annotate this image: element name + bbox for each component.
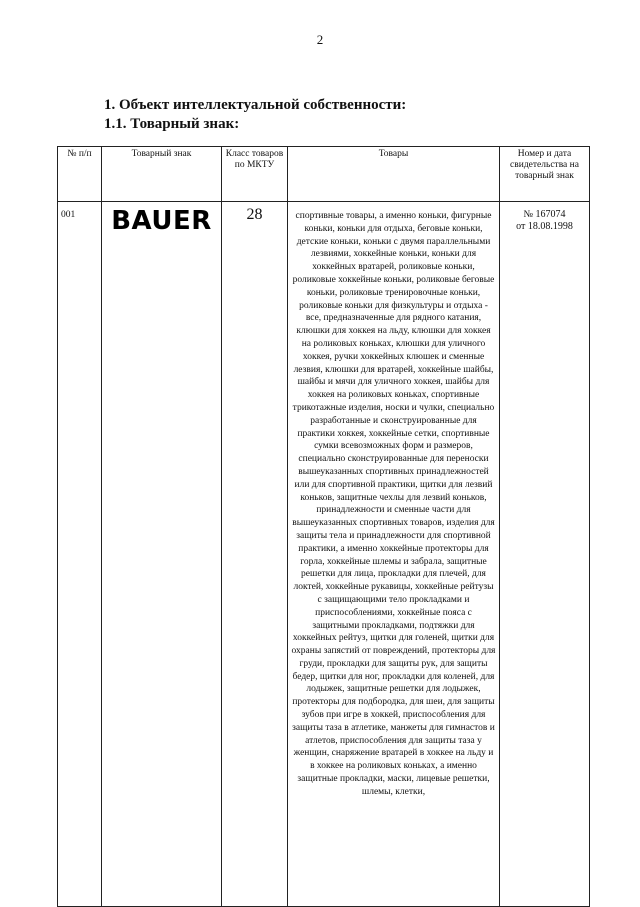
- section-subheading: 1.1. Товарный знак:: [104, 116, 240, 132]
- trademark-table: [57, 146, 590, 907]
- goods-cell: спортивные товары, а именно коньки, фигурные коньки, коньки для отдыха, беговые коньки, детские коньки, коньки с двумя параллельными лезвиями, хоккейные коньки, коньки для хоккейных вратарей, роликовые коньки, роликовые хоккейные коньки, роликовые беговые коньки, роликовые тренировочные коньки, роликовые коньки для физкультуры и отдыха - все, предназначенные для рядного катания, клюшки для хоккея на льду, клюшки для хоккея на роликовых коньках, клюшки для уличного хоккея, ручки хоккейных клюшек и сменные лезвия, клюшки для вратарей, хоккейные шайбы, шайбы и мячи для уличного хоккея, шайбы для хоккея на роликовых коньках, спортивные трикотажные изделия, носки и чулки, специально разработанные и сконструированные для практики хоккея, хоккейные сетки, спортивные сумки всевозможных форм и размеров, специально сконструированные для переноски вышеуказанных спортивных принадлежностей или для спортивной практики, щитки для лезвий коньков, защитные чехлы для лезвий коньков, принадлежности и сменные части для вышеуказанных спортивных товаров, изделия для защиты тела и принадлежности для спортивной практики, а именно хоккейные протекторы для горла, хоккейные шлемы и забрала, защитные решетки для лица, прокладки для плечей, для локтей, хоккейные рукавицы, хоккейные рейтузы с защищающими тело прокладками и приспособлениями, хоккейные пояса с защитными прокладками, подтяжки для хоккейных рейтуз, щитки для голеней, щитки для охраны запястий от повреждений, протекторы для груди, прокладки для защиты рук, для защиты бедер, щитки для ног, прокладки для коленей, для лодыжек, защитные решетки для лодыжек, протекторы для подбородка, для шеи, для защиты зубов при игре в хоккей, приспособления для защиты таза в атлетике, манжеты для гимнастов и атлетов, приспособления для защиты таза у женщин, снаряжение вратарей в хоккее на льду и в хоккее на роликовых коньках, а именно защитные прокладки, маски, лицевые решетки, шлемы, клетки,: [288, 202, 500, 907]
- trademark-cell: [102, 202, 222, 907]
- header-class: Класс товаров по МКТУ: [222, 147, 288, 202]
- class-cell: 28: [222, 202, 288, 907]
- header-number: № п/п: [58, 147, 102, 202]
- section-heading: 1. Объект интеллектуальной собственности:: [104, 97, 407, 113]
- header-registration: Номер и дата свидетельства на товарный знак: [500, 147, 590, 202]
- table-header-row: [58, 147, 590, 202]
- bauer-logo: BAUER: [111, 206, 212, 236]
- header-goods: Товары: [288, 147, 500, 202]
- table-row: [58, 202, 590, 907]
- registration-number: № 167074: [523, 209, 566, 220]
- row-number: 001: [58, 202, 102, 907]
- header-mark: Товарный знак: [102, 147, 222, 202]
- registration-cell: [500, 202, 590, 907]
- page-number: 2: [316, 32, 324, 47]
- registration-date: от 18.08.1998: [516, 220, 573, 232]
